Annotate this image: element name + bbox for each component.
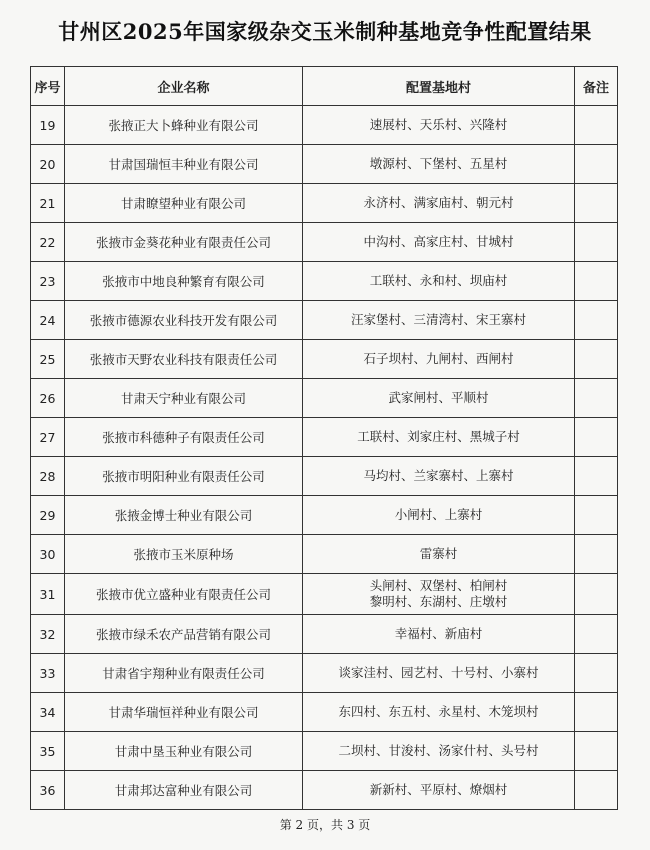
note-cell [575, 732, 618, 771]
company-name: 张掖市优立盛种业有限责任公司 [65, 574, 303, 615]
note-cell [575, 457, 618, 496]
base-villages [303, 732, 575, 771]
company-name: 张掖市绿禾农产品营销有限公司 [65, 615, 303, 654]
row-number: 35 [31, 732, 65, 771]
village-line: 永济村、满家庙村、朝元村 [363, 195, 514, 210]
document-title: 甘州区2025年国家级杂交玉米制种基地竞争性配置结果 [58, 19, 592, 44]
note-cell [575, 223, 618, 262]
company-name: 甘肃天宁种业有限公司 [65, 379, 303, 418]
base-villages [303, 340, 575, 379]
base-villages [303, 145, 575, 184]
table-row [31, 457, 618, 496]
company-name: 张掖正大卜蜂种业有限公司 [65, 106, 303, 145]
allocation-table [30, 66, 618, 810]
header-company: 企业名称 [65, 67, 303, 106]
note-cell [575, 654, 618, 693]
company-name: 甘肃国瑞恒丰种业有限公司 [65, 145, 303, 184]
table-row [31, 418, 618, 457]
base-villages [303, 615, 575, 654]
note-cell [575, 106, 618, 145]
note-cell [575, 379, 618, 418]
table-row [31, 340, 618, 379]
company-name: 张掖金博士种业有限公司 [65, 496, 303, 535]
company-name: 甘肃省宇翔种业有限责任公司 [65, 654, 303, 693]
header-villages: 配置基地村 [303, 67, 575, 106]
village-line: 谈家洼村、园艺村、十号村、小寨村 [338, 665, 539, 680]
village-line: 汪家堡村、三清湾村、宋王寨村 [350, 312, 526, 327]
village-line: 工联村、刘家庄村、黑城子村 [357, 429, 520, 444]
note-cell [575, 574, 618, 615]
base-villages [303, 106, 575, 145]
row-number: 36 [31, 771, 65, 810]
row-number: 26 [31, 379, 65, 418]
note-cell [575, 340, 618, 379]
base-villages [303, 535, 575, 574]
table-row [31, 732, 618, 771]
village-line: 雷寨村 [419, 546, 458, 561]
row-number: 24 [31, 301, 65, 340]
company-name: 甘肃华瑞恒祥种业有限公司 [65, 693, 303, 732]
table-row [31, 771, 618, 810]
base-villages [303, 496, 575, 535]
village-line: 东四村、东五村、永星村、木笼坝村 [338, 704, 539, 719]
row-number: 19 [31, 106, 65, 145]
village-line: 工联村、永和村、坝庙村 [369, 273, 508, 288]
village-line: 石子坝村、九闸村、西闸村 [363, 351, 514, 366]
village-line: 二坝村、甘浚村、汤家什村、头号村 [338, 743, 539, 758]
row-number: 25 [31, 340, 65, 379]
row-number: 23 [31, 262, 65, 301]
table-row [31, 654, 618, 693]
note-cell [575, 771, 618, 810]
table-row [31, 496, 618, 535]
company-name: 张掖市明阳种业有限责任公司 [65, 457, 303, 496]
note-cell [575, 184, 618, 223]
row-number: 34 [31, 693, 65, 732]
row-number: 29 [31, 496, 65, 535]
table-row [31, 535, 618, 574]
base-villages [303, 301, 575, 340]
table-row [31, 262, 618, 301]
row-number: 22 [31, 223, 65, 262]
village-line: 墩源村、下堡村、五星村 [369, 156, 508, 171]
village-line: 马均村、兰家寨村、上寨村 [363, 468, 514, 483]
base-villages [303, 262, 575, 301]
row-number: 21 [31, 184, 65, 223]
note-cell [575, 535, 618, 574]
company-name: 张掖市科德种子有限责任公司 [65, 418, 303, 457]
village-line: 头闸村、双堡村、柏闸村 [369, 578, 508, 593]
company-name: 张掖市金葵花种业有限责任公司 [65, 223, 303, 262]
row-number: 33 [31, 654, 65, 693]
company-name: 甘肃中垦玉种业有限公司 [65, 732, 303, 771]
table-row [31, 615, 618, 654]
table-body [31, 106, 618, 810]
base-villages [303, 654, 575, 693]
company-name: 甘肃邦达富种业有限公司 [65, 771, 303, 810]
table-row [31, 184, 618, 223]
table-header-row [31, 67, 618, 106]
row-number: 31 [31, 574, 65, 615]
company-name: 张掖市中地良种繁育有限公司 [65, 262, 303, 301]
table-row [31, 301, 618, 340]
village-line: 小闸村、上寨村 [394, 507, 483, 522]
base-villages [303, 771, 575, 810]
base-villages [303, 379, 575, 418]
village-line: 新新村、平原村、燎烟村 [369, 782, 508, 797]
company-name: 甘肃瞭望种业有限公司 [65, 184, 303, 223]
note-cell [575, 693, 618, 732]
table-row [31, 145, 618, 184]
table-row [31, 223, 618, 262]
table-row [31, 106, 618, 145]
table-row [31, 693, 618, 732]
row-number: 28 [31, 457, 65, 496]
row-number: 20 [31, 145, 65, 184]
note-cell [575, 262, 618, 301]
village-line: 幸福村、新庙村 [394, 626, 483, 641]
base-villages [303, 418, 575, 457]
page-number: 第 2 页，共 3 页 [279, 818, 371, 832]
base-villages [303, 574, 575, 615]
village-line: 武家闸村、平顺村 [388, 390, 489, 405]
village-line: 中沟村、高家庄村、甘城村 [363, 234, 514, 249]
base-villages [303, 457, 575, 496]
village-line: 黎明村、东湖村、庄墩村 [369, 594, 508, 609]
row-number: 30 [31, 535, 65, 574]
base-villages [303, 184, 575, 223]
note-cell [575, 496, 618, 535]
company-name: 张掖市德源农业科技开发有限公司 [65, 301, 303, 340]
header-note: 备注 [575, 67, 618, 106]
note-cell [575, 145, 618, 184]
company-name: 张掖市天野农业科技有限责任公司 [65, 340, 303, 379]
note-cell [575, 615, 618, 654]
row-number: 32 [31, 615, 65, 654]
note-cell [575, 418, 618, 457]
note-cell [575, 301, 618, 340]
row-number: 27 [31, 418, 65, 457]
base-villages [303, 693, 575, 732]
table-row [31, 379, 618, 418]
village-line: 速展村、天乐村、兴隆村 [369, 117, 508, 132]
header-no: 序号 [31, 67, 65, 106]
base-villages [303, 223, 575, 262]
table-row [31, 574, 618, 615]
company-name: 张掖市玉米原种场 [65, 535, 303, 574]
